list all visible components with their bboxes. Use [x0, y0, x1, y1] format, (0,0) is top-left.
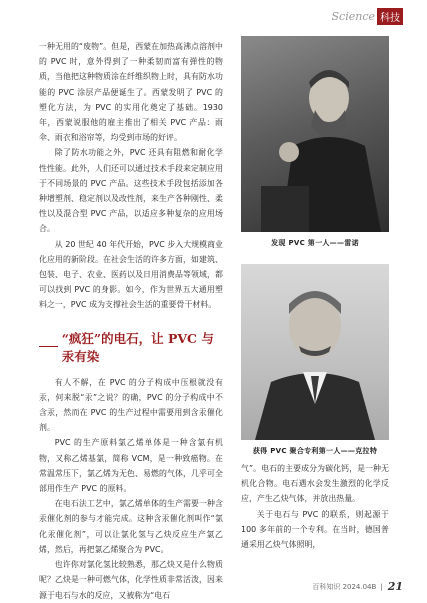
paragraph: 除了防水功能之外，PVC 还具有阻燃和耐化学性性能。此外，人们还可以通过技术手段来定制应用于不同场景的 PVC 产品。这些技术手段包括添加各种增塑剂、稳定剂以及改性剂，来生产各种刚性、柔性以及混合型 PVC 产品，以适应多种复杂的应用场合。 [39, 148, 223, 234]
title-rule [39, 346, 58, 347]
issue-label: 百科知识 2024.04B [312, 582, 377, 591]
page-footer [312, 580, 403, 593]
section-title-text: “疯狂”的电石，让 PVC 与汞有染 [61, 330, 214, 364]
page-number: 21 [387, 580, 403, 593]
paragraph-continued: 气”。电石的主要成分为碳化钙，是一种无机化合物。电石遇水会发生激烈的化学反应，产生乙炔气体，并放出热量。 [241, 464, 389, 504]
paragraph: 从 20 世纪 40 年代开始，PVC 步入大规模商业化应用的新阶段。在社会生活的许多方面，如建筑、包装、电子、农业、医药以及日用消费品等领域，都可以找到 PVC 的身影。如今，作为世界五大通用塑料之一，PVC 成为支撑社会生活的重要骨干材料。 [39, 239, 223, 310]
photo-caption: 获得 PVC 聚合专利第一人——克拉特 [252, 447, 378, 455]
header-english: Science [331, 10, 375, 23]
paragraph: 也许你对氯化氢比较熟悉，那乙炔又是什么物质呢？乙炔是一种可燃气体，化学性质非常活泼，因来源于电石与水的反应，又被称为“电石 [39, 560, 223, 600]
portrait-photo-renault [241, 36, 389, 232]
paragraph: 有人不解，在 PVC 的分子构成中压根就没有汞，何来脱“汞”之说？的确，PVC 的分子构成中不含汞，然而在 PVC 的生产过程中需要用到含汞催化剂。 [39, 377, 223, 433]
left-column [39, 39, 223, 603]
paragraph-continued: 一种无用的“废物”。但是，西蒙在加热高沸点溶剂中的 PVC 时，意外得到了一种柔韧而富有弹性的物质，当他把这种物质涂在纤维织物上时，具有防水功能的 PVC 涂层产品便诞生了。西蒙发明了 PVC 的塑化方法，为 PVC 的实用化奠定了基础。1930 年，西蒙说服他的雇主推出了相关 PVC 产品：雨伞、雨衣和浴帘等，均受到市场的好评。 [39, 42, 223, 143]
column-header [332, 8, 403, 25]
paragraph: PVC 的生产原料氯乙烯单体是一种含氯有机物，又称乙烯基氯，简称 VCM，是一种致癌物。在常温常压下，氯乙烯为无色、易燃的气体，几乎可全部用作生产 PVC 的原料。 [39, 438, 223, 494]
section-title [39, 329, 223, 365]
footer-divider: | [380, 582, 383, 591]
paragraph: 在电石法工艺中，氯乙烯单体的生产需要一种含汞催化剂的参与才能完成。这种含汞催化剂叫作“氯化汞催化剂”，可以让氯化氢与乙炔反应生产氯乙烯，然后，再把氯乙烯聚合为 PVC。 [39, 499, 223, 554]
portrait-illustration [241, 264, 389, 440]
portrait-illustration [241, 36, 389, 232]
portrait-photo-klatte [241, 264, 389, 440]
photo-caption: 发现 PVC 第一人——雷诺 [271, 239, 359, 247]
right-column [241, 461, 389, 552]
header-chinese-tag: 科技 [377, 8, 403, 25]
paragraph: 关于电石与 PVC 的联系，则起源于 100 多年前的一个专利。在当时，德国普通采用乙炔气体照明， [241, 509, 389, 550]
